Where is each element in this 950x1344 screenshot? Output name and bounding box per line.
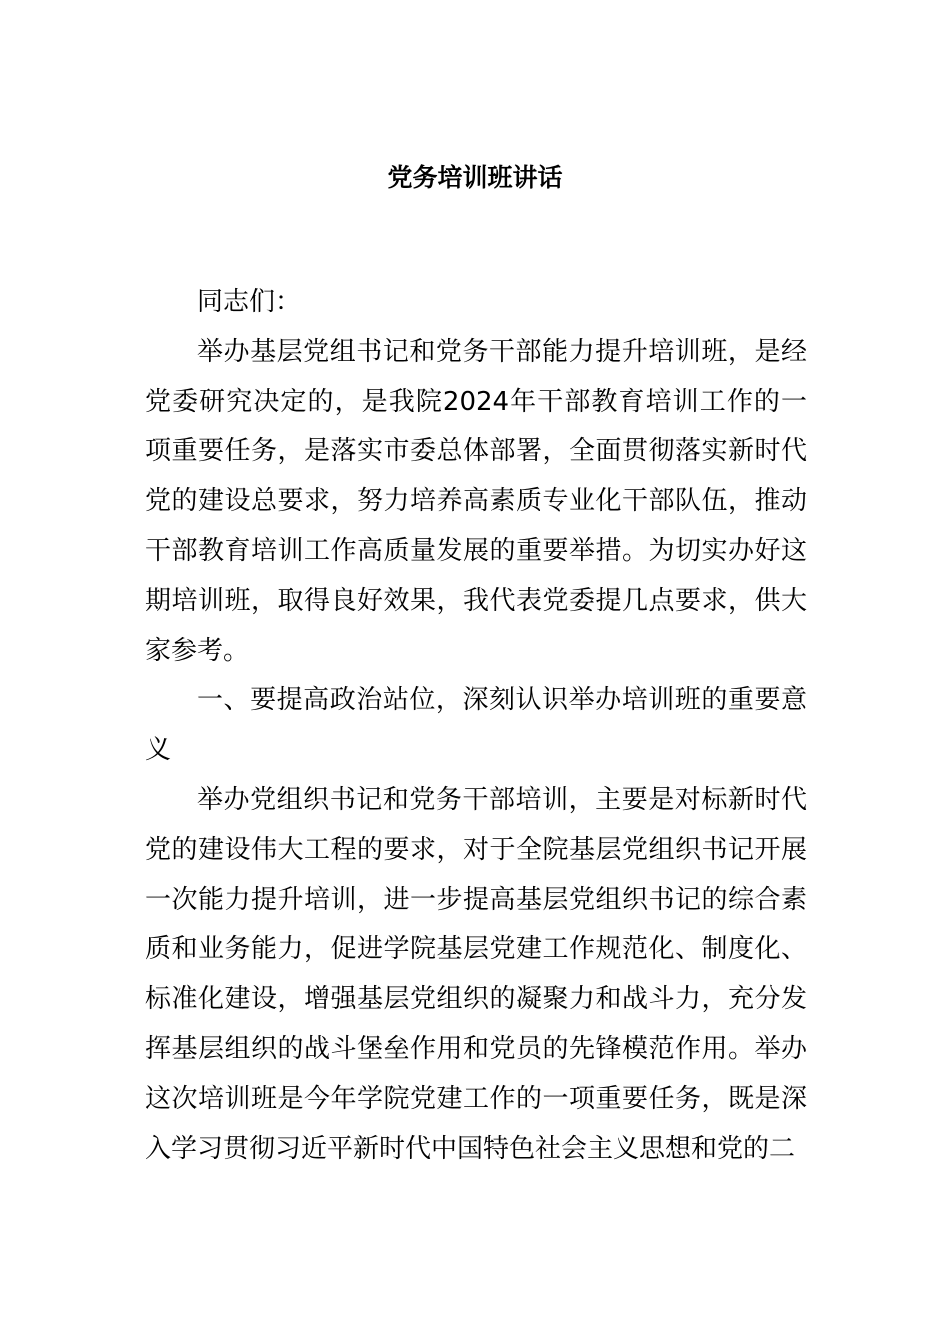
section-1-paragraph: 举办党组织书记和党务干部培训，主要是对标新时代党的建设伟大工程的要求，对于全院基层党组织书记开展一次能力提升培训，进一步提高基层党组织书记的综合素质和业务能力，促进学院基层党建工作规范化、制度化、标准化建设，增强基层党组织的凝聚力和战斗力，充分发挥基层组织的战斗堡垒作用和党员的先锋模范作用。举办这次培训班是今年学院党建工作的一项重要任务，既是深入学习贯彻习近平新时代中国特色社会主义思想和党的二 (145, 784, 807, 1164)
intro-paragraph: 举办基层党组书记和党务干部能力提升培训班，是经党委研究决定的，是我院2024年干部教育培训工作的一项重要任务，是落实市委总体部署，全面贯彻落实新时代党的建设总要求，努力培养高素质专业化干部队伍，推动干部教育培训工作高质量发展的重要举措。为切实办好这期培训班，取得良好效果，我代表党委提几点要求，供大家参考。 (145, 336, 807, 666)
document-title: 党务培训班讲话 (387, 163, 563, 192)
section-heading-1: 一、要提高政治站位，深刻认识举办培训班的重要意义 (145, 685, 807, 766)
document-body (145, 278, 807, 1174)
salutation-paragraph: 同志们： (197, 287, 302, 317)
